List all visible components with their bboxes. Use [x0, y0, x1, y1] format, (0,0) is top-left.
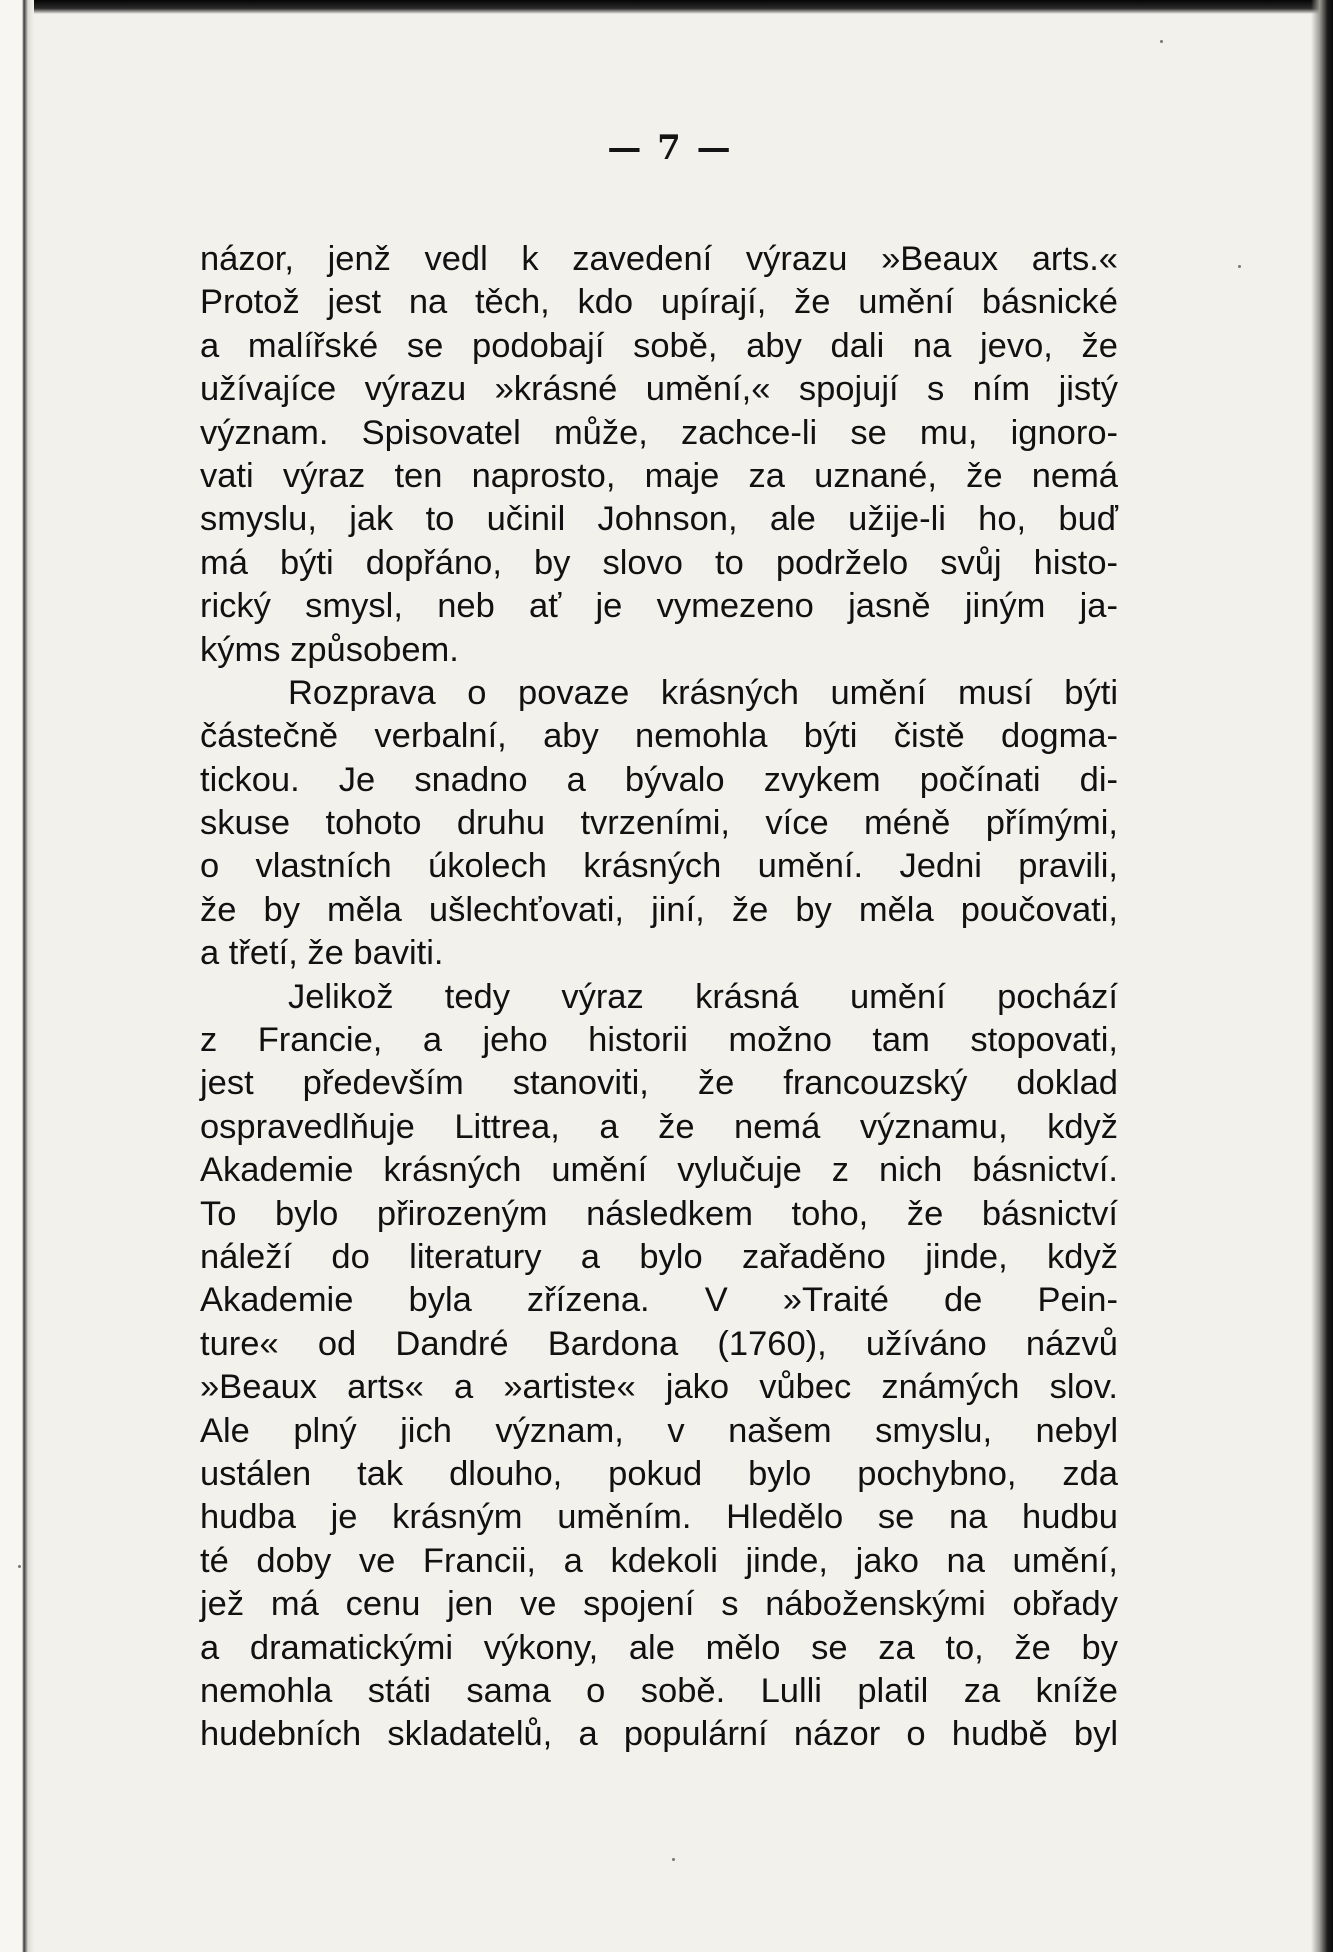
text-line: hudebních skladatelů, a populární názor o hudbě byl: [200, 1715, 1118, 1754]
text-line: tickou. Je snadno a bývalo zvykem počínati di-: [200, 760, 1118, 799]
text-line: Jelikož tedy výraz krásná umění pochází: [288, 977, 1118, 1016]
text-line: z Francie, a jeho historii možno tam stopovati,: [200, 1021, 1118, 1060]
text-line: Ale plný jich význam, v našem smyslu, nebyl: [200, 1411, 1118, 1450]
text-line: a malířské se podobají sobě, aby dali na jevo, že: [200, 326, 1118, 365]
page-number: — 7 —: [607, 128, 733, 168]
scan-edge-right: [1311, 0, 1333, 1952]
text-line: ture« od Dandré Bardona (1760), užíváno názvů: [200, 1324, 1118, 1363]
text-line: To bylo přirozeným následkem toho, že básnictví: [200, 1194, 1118, 1233]
text-line: o vlastních úkolech krásných umění. Jedni pravili,: [200, 847, 1118, 886]
scan-speck: [1238, 265, 1241, 268]
scan-speck: [1160, 40, 1163, 43]
text-line: skuse tohoto druhu tvrzeními, více méně přímými,: [200, 804, 1118, 843]
text-line: nemohla státi sama o sobě. Lulli platil za kníže: [200, 1671, 1118, 1710]
text-line: hudba je krásným uměním. Hledělo se na hudbu: [200, 1498, 1118, 1537]
text-line: jež má cenu jen ve spojení s náboženskými obřady: [200, 1585, 1118, 1624]
text-line: Akademie byla zřízena. V »Traité de Pein-: [200, 1281, 1118, 1320]
text-line: částečně verbalní, aby nemohla býti čistě dogma-: [200, 717, 1118, 756]
text-line: »Beaux arts« a »artiste« jako vůbec známých slov.: [200, 1368, 1118, 1407]
text-line: rický smysl, neb ať je vymezeno jasně jiným ja-: [200, 587, 1118, 626]
scan-speck: [672, 1858, 675, 1861]
text-line: a třetí, že baviti.: [200, 934, 444, 973]
text-line: a dramatickými výkony, ale mělo se za to, že by: [200, 1628, 1118, 1667]
scan-edge-top: [0, 0, 1333, 14]
text-line: názor, jenž vedl k zavedení výrazu »Beaux arts.«: [200, 240, 1118, 278]
text-line: Akademie krásných umění vylučuje z nich básnictví.: [200, 1151, 1118, 1190]
text-line: význam. Spisovatel může, zachce-li se mu, ignoro-: [200, 413, 1118, 452]
text-line: Protož jest na těch, kdo upírají, že umění básnické: [200, 283, 1118, 322]
text-line: jest především stanoviti, že francouzský doklad: [200, 1064, 1118, 1103]
text-line: že by měla ušlechťovati, jiní, že by měla poučovati,: [200, 890, 1118, 929]
text-line: té doby ve Francii, a kdekoli jinde, jako na umění,: [200, 1541, 1118, 1580]
text-line: smyslu, jak to učinil Johnson, ale užije-li ho, buď: [200, 500, 1118, 539]
text-line: ustálen tak dlouho, pokud bylo pochybno, zda: [200, 1454, 1118, 1493]
text-line: má býti dopřáno, by slovo to podrželo svůj histo-: [200, 543, 1118, 582]
text-line: náleží do literatury a bylo zařaděno jinde, když: [200, 1237, 1118, 1276]
scan-speck: [18, 1565, 21, 1568]
text-line: kýms způsobem.: [200, 630, 459, 669]
text-line: Rozprava o povaze krásných umění musí býti: [288, 673, 1118, 712]
text-line: vati výraz ten naprosto, maje za uznané, že nemá: [200, 456, 1118, 495]
body-text: [200, 238, 1118, 1757]
text-line: užívajíce výrazu »krásné umění,« spojují s ním jistý: [200, 370, 1118, 409]
text-line: ospravedlňuje Littrea, a že nemá významu, když: [200, 1107, 1118, 1146]
scan-edge-left: [0, 0, 34, 1952]
